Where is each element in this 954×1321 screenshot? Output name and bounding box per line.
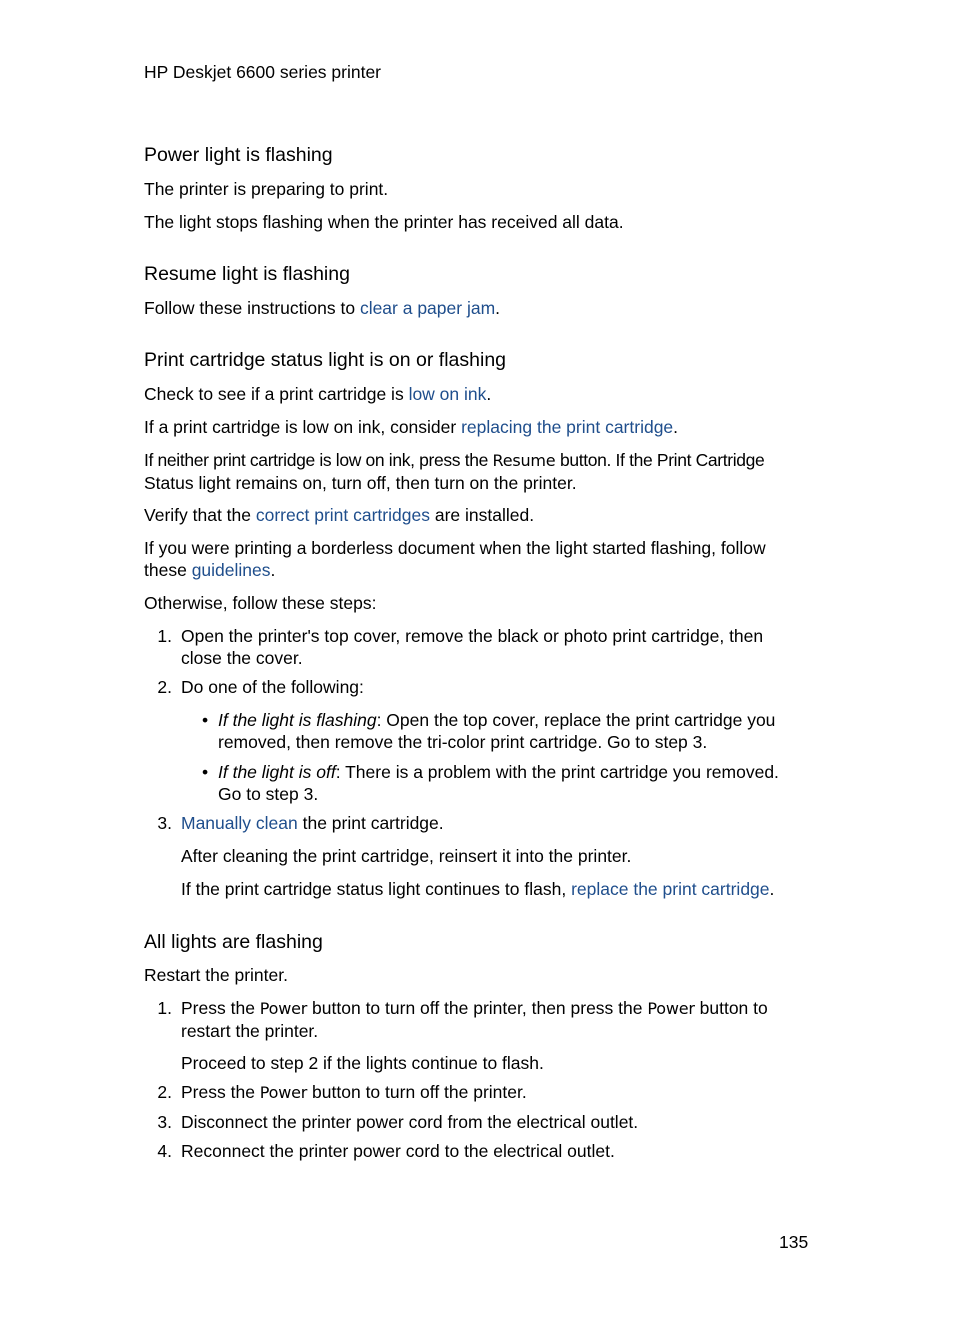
- bullet: •: [202, 762, 209, 782]
- paragraph: The printer is preparing to print.: [144, 179, 389, 199]
- paragraph: If you were printing a borderless document when the light started flashing, follow these guidelines.: [144, 538, 766, 580]
- link-manually-clean[interactable]: Manually clean: [181, 813, 298, 833]
- list-item: Reconnect the printer power cord to the electrical outlet.: [181, 1141, 615, 1161]
- paragraph: Follow these instructions to clear a paper jam.: [144, 298, 501, 318]
- list-number: 1.: [157, 626, 172, 646]
- power-button-name: Power: [259, 1083, 308, 1102]
- list-item: Open the printer's top cover, remove the black or photo print cartridge, then close the cover.: [181, 626, 764, 668]
- paragraph: If neither print cartridge is low on ink, press the Resume button. If the Print Cartridge Status light remains on, turn off, then turn on the printer.: [144, 450, 765, 493]
- paragraph: Restart the printer.: [144, 965, 288, 985]
- heading-resume-light: Resume light is flashing: [144, 263, 350, 285]
- list-item: Do one of the following:: [181, 677, 364, 697]
- paragraph: Proceed to step 2 if the lights continue to flash.: [181, 1053, 544, 1073]
- heading-cartridge-status: Print cartridge status light is on or flashing: [144, 349, 507, 371]
- list-item: Manually clean the print cartridge.: [181, 813, 444, 833]
- page-header: HP Deskjet 6600 series printer: [144, 62, 382, 82]
- paragraph: Check to see if a print cartridge is low on ink.: [144, 384, 492, 404]
- list-number: 3.: [157, 1112, 172, 1132]
- paragraph: Verify that the correct print cartridges are installed.: [144, 505, 535, 525]
- heading-all-lights: All lights are flashing: [144, 931, 323, 953]
- link-replacing-print-cartridge[interactable]: replacing the print cartridge: [461, 417, 674, 437]
- list-item: Press the Power button to turn off the printer.: [181, 1082, 527, 1102]
- paragraph: After cleaning the print cartridge, reinsert it into the printer.: [181, 846, 632, 866]
- paragraph: The light stops flashing when the printer has received all data.: [144, 212, 624, 232]
- link-replace-print-cartridge[interactable]: replace the print cartridge: [571, 879, 770, 899]
- list-item: Disconnect the printer power cord from the electrical outlet.: [181, 1112, 639, 1132]
- link-guidelines[interactable]: guidelines: [191, 560, 271, 580]
- power-button-name: Power: [647, 999, 695, 1018]
- list-number: 2.: [157, 677, 172, 697]
- link-clear-paper-jam[interactable]: clear a paper jam: [359, 298, 496, 318]
- list-item: Press the Power button to turn off the printer, then press the Power button to restart the printer.: [181, 998, 768, 1041]
- paragraph: If a print cartridge is low on ink, consider replacing the print cartridge.: [144, 417, 679, 437]
- link-low-on-ink[interactable]: low on ink: [408, 384, 487, 404]
- power-button-name: Power: [259, 999, 308, 1018]
- heading-power-light: Power light is flashing: [144, 144, 333, 166]
- paragraph: Otherwise, follow these steps:: [144, 593, 377, 613]
- list-item: If the light is flashing: Open the top cover, replace the print cartridge you removed, then remove the tri-color print cartridge. Go to step 3.: [218, 710, 776, 752]
- page-number: 135: [779, 1232, 809, 1252]
- list-number: 4.: [157, 1141, 172, 1161]
- paragraph: If the print cartridge status light continues to flash, replace the print cartridge.: [181, 879, 775, 899]
- list-number: 1.: [157, 998, 172, 1018]
- resume-button-name: Resume: [492, 451, 556, 470]
- bullet: •: [202, 710, 209, 730]
- list-item: If the light is off: There is a problem with the print cartridge you removed. Go to step 3.: [218, 762, 779, 804]
- link-correct-print-cartridges[interactable]: correct print cartridges: [255, 505, 430, 525]
- list-number: 2.: [157, 1082, 172, 1102]
- list-number: 3.: [157, 813, 172, 833]
